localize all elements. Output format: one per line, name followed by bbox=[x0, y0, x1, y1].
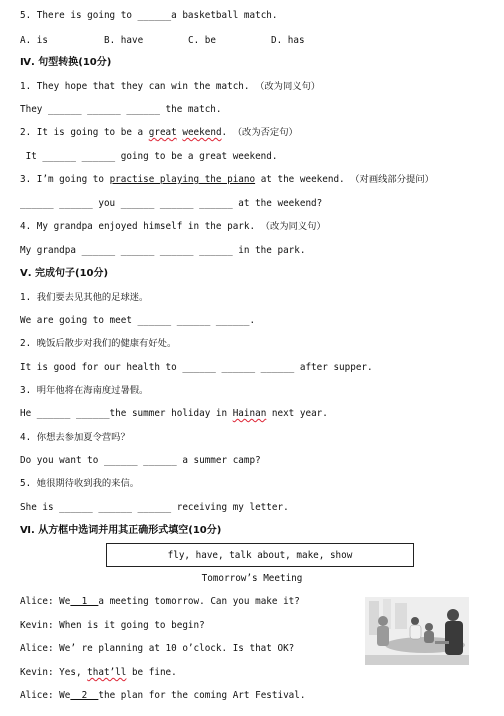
s4-question-2 bbox=[20, 127, 298, 139]
blank-2: 2 bbox=[70, 690, 99, 701]
blank-1: 1 bbox=[70, 596, 99, 607]
section-6-heading: Ⅵ. 从方框中选词并用其正确形式填空(10分) bbox=[20, 525, 222, 536]
option-c: C. be bbox=[188, 35, 216, 46]
question-5 bbox=[20, 10, 278, 22]
s5-answer-5: She is ______ ______ ______ receiving my letter. bbox=[20, 502, 289, 513]
s5-question-3: 3. 明年他将在海南度过暑假。 bbox=[20, 385, 149, 396]
dialogue-line-2: Kevin: When is it going to begin? bbox=[20, 620, 205, 631]
s5-answer-2: It is good for our health to ______ ______ ______ after supper. bbox=[20, 362, 373, 373]
s4q3-underlined-phrase: practise playing the piano bbox=[109, 174, 256, 185]
s5q3-prefix: He ______ ______the summer holiday in bbox=[20, 408, 233, 419]
s4-question-4: 4. My grandpa enjoyed himself in the park. （改为同义句） bbox=[20, 221, 326, 232]
section-4-heading: Ⅳ. 句型转换(10分) bbox=[20, 57, 112, 68]
s4-question-1: 1. They hope that they can win the match. （改为同义句） bbox=[20, 81, 321, 92]
s4-answer-4: My grandpa ______ ______ ______ ______ in the park. bbox=[20, 245, 306, 256]
s5-answer-3 bbox=[20, 408, 328, 420]
option-a: A. is bbox=[20, 35, 48, 46]
s5-question-4: 4. 你想去参加夏令营吗？ bbox=[20, 432, 130, 443]
option-b: B. have bbox=[104, 35, 144, 46]
s5-question-2: 2. 晚饭后散步对我们的健康有好处。 bbox=[20, 338, 177, 349]
s4-answer-2: It ______ ______ going to be a great weekend. bbox=[20, 151, 278, 162]
q5-prefix: 5. There is going to bbox=[20, 10, 138, 21]
d4-word: that’ll bbox=[87, 667, 127, 678]
s5q3-place: Hainan bbox=[232, 408, 267, 419]
s4q3-prefix: 3. I’m going to bbox=[20, 174, 110, 185]
dialogue-line-1 bbox=[20, 596, 300, 608]
s4q3-suffix: at the weekend. （对画线部分提问） bbox=[255, 174, 434, 185]
dialogue-line-3: Alice: We’ re planning at 10 o’clock. Is that OK? bbox=[20, 643, 295, 654]
s4-answer-1: They ______ ______ ______ the match. bbox=[20, 104, 222, 115]
d4-suffix: be fine. bbox=[126, 667, 177, 678]
s4q2-word-weekend: weekend bbox=[182, 127, 222, 138]
section-5-heading: Ⅴ. 完成句子(10分) bbox=[20, 268, 109, 279]
word-box bbox=[106, 543, 414, 567]
option-d: D. has bbox=[271, 35, 305, 46]
d4-prefix: Kevin: Yes, bbox=[20, 667, 88, 678]
d5-prefix: Alice: We bbox=[20, 690, 71, 701]
d5-suffix: the plan for the coming Art Festival. bbox=[98, 690, 306, 701]
s4-answer-3: ______ ______ you ______ ______ ______ at the weekend? bbox=[20, 198, 323, 209]
s4-question-3 bbox=[20, 174, 434, 186]
dialogue-title: Tomorrow’s Meeting bbox=[201, 573, 303, 584]
s5-answer-4: Do you want to ______ ______ a summer camp? bbox=[20, 455, 261, 466]
s4q2-word-great: great bbox=[148, 127, 177, 138]
s4q2-prefix: 2. It is going to be a bbox=[20, 127, 149, 138]
dialogue-line-5 bbox=[20, 690, 305, 702]
q5-blank: ______ bbox=[137, 10, 172, 21]
s5-answer-1: We are going to meet ______ ______ ______. bbox=[20, 315, 256, 326]
word-box-text: fly, have, talk about, make, show bbox=[167, 549, 353, 561]
meeting-photo bbox=[365, 597, 469, 665]
d1-prefix: Alice: We bbox=[20, 596, 71, 607]
s5q3-suffix: next year. bbox=[266, 408, 328, 419]
s4q2-suffix: . （改为否定句） bbox=[221, 127, 298, 138]
q5-suffix: a basketball match. bbox=[171, 10, 278, 21]
d1-suffix: a meeting tomorrow. Can you make it? bbox=[98, 596, 300, 607]
meeting-photo-illustration bbox=[365, 597, 469, 665]
s5-question-5: 5. 她很期待收到我的来信。 bbox=[20, 478, 140, 489]
s5-question-1: 1. 我们要去见其他的足球迷。 bbox=[20, 292, 149, 303]
dialogue-line-4 bbox=[20, 667, 177, 679]
